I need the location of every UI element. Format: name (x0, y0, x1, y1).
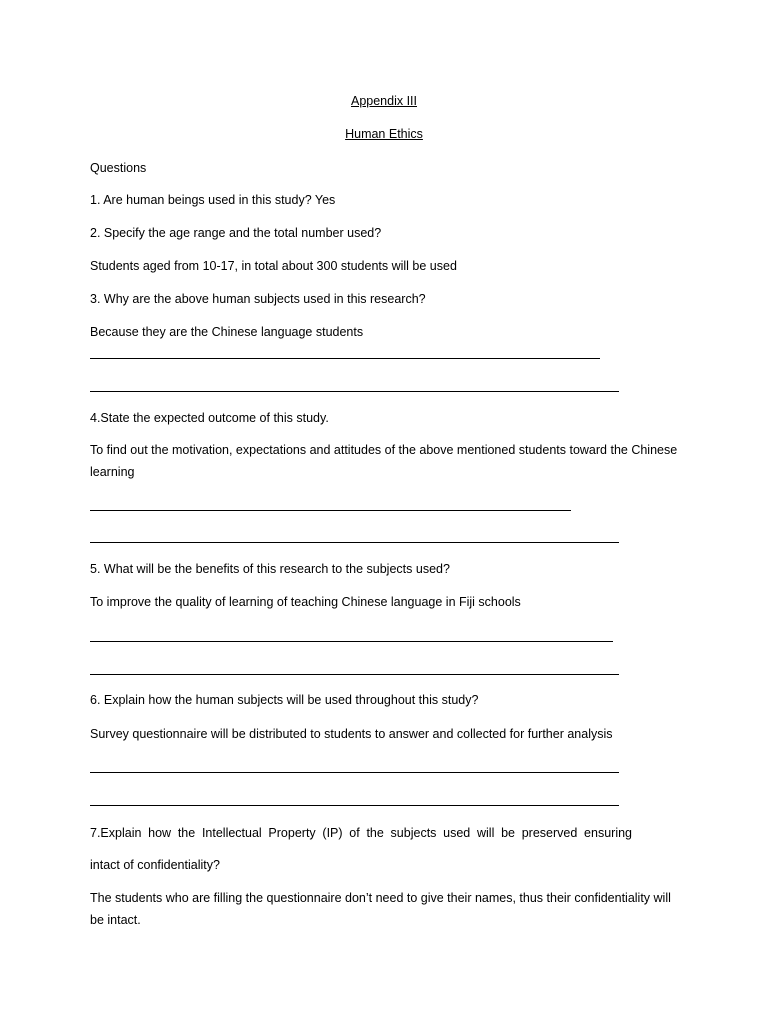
answer-rule (90, 772, 619, 773)
answer-3: Because they are the Chinese language students (90, 325, 364, 339)
answer-2: Students aged from 10-17, in total about 300 students will be used (90, 259, 457, 273)
answer-rule (90, 805, 619, 806)
question-6: 6. Explain how the human subjects will be used throughout this study? (90, 693, 479, 707)
answer-rule (90, 674, 619, 675)
question-3: 3. Why are the above human subjects used in this research? (90, 292, 426, 306)
question-5: 5. What will be the benefits of this research to the subjects used? (90, 562, 450, 576)
answer-6: Survey questionnaire will be distributed to students to answer and collected for further analysis (90, 727, 613, 741)
answer-rule (90, 641, 613, 642)
answer-5: To improve the quality of learning of teaching Chinese language in Fiji schools (90, 595, 521, 609)
appendix-title: Appendix III (350, 94, 417, 108)
question-2: 2. Specify the age range and the total number used? (90, 226, 382, 240)
answer-4: To find out the motivation, expectations and attitudes of the above mentioned students toward the Chinese learning (90, 443, 678, 479)
answer-7: The students who are filling the questionnaire don’t need to give their names, thus their confidentiality will be intact. (90, 891, 671, 927)
answer-rule (90, 510, 571, 511)
question-4: 4.State the expected outcome of this study. (90, 411, 329, 425)
answer-rule (90, 391, 619, 392)
section-subtitle: Human Ethics (345, 127, 423, 141)
question-1: 1. Are human beings used in this study? Yes (90, 193, 336, 207)
answer-rule (90, 542, 619, 543)
questions-label: Questions (90, 161, 147, 175)
question-7-line-2: intact of confidentiality? (90, 858, 220, 872)
question-7-line-1: 7.Explain how the Intellectual Property (IP) of the subjects used will be preserved ensuring (90, 826, 632, 840)
answer-rule (90, 358, 600, 359)
